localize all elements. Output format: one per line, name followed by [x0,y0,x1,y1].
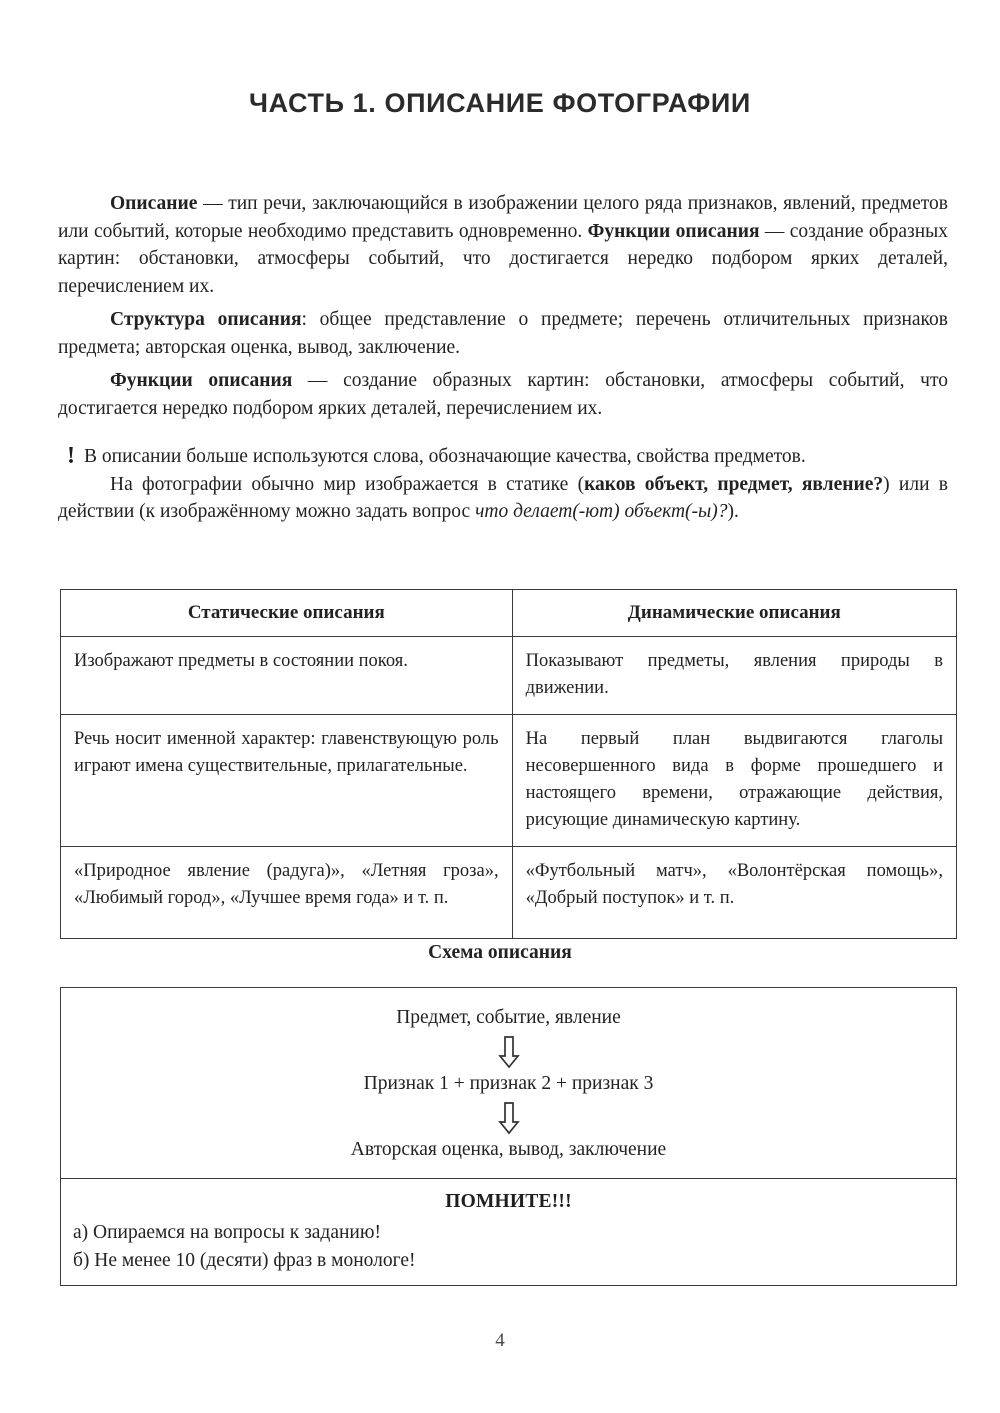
remember-item: а) Опираемся на вопросы к заданию! [73,1222,381,1243]
scheme-step-2: Признак 1 + признак 2 + признак 3 [363,1073,654,1094]
term-opisanie: Описание [110,193,198,214]
table-header-row [61,590,957,637]
term-funkcii-opisaniya-2: Функции описания [110,370,293,391]
term-funkcii-opisaniya: Функции описания [587,220,760,242]
table-cell-static-2: Речь носит именной характер: главенствующую роль играют имена существительные, прилагательные. [61,715,513,847]
table-cell-static-3: «Природное явление (радуга)», «Летняя гроза», «Любимый город», «Лучшее время года» и т. п. [61,847,513,939]
table-cell-dynamic-3: «Футбольный матч», «Волонтёрская помощь», «Добрый поступок» и т. п. [512,847,956,939]
paragraph-4-italic: что делает(-ют) объект(-ы)? [475,501,728,522]
scheme-step-3: Авторская оценка, вывод, заключение [350,1139,667,1160]
paragraph-2-text: : общее представление о предмете; перечень отличительных признаков предмета; авторская оценка, вывод, заключение. [58,309,948,358]
table-cell-static-1: Изображают предметы в состоянии покоя. [61,637,513,715]
paragraph-4-bold: каков объект, предмет, явление? [584,473,884,495]
paragraph-structure [58,306,948,361]
table-row [61,637,957,715]
paragraph-functions [58,367,948,422]
paragraph-4-text-a: На фотографии обычно мир изображается в статике ( [110,473,585,495]
exclamation-icon: ! [67,443,75,469]
remember-box [60,1171,957,1286]
paragraph-3-text: — создание образных картин: обстановки, атмосферы событий, что достигается нередко подбором ярких деталей, перечислением их. [58,370,949,419]
paragraph-4-text-c: ). [727,501,739,522]
page-title: ЧАСТЬ 1. ОПИСАНИЕ ФОТОГРАФИИ [249,88,751,118]
callout-note [58,443,948,471]
down-arrow-icon [61,1101,956,1135]
comparison-table-wrapper [60,589,957,939]
down-arrow-icon [61,1035,956,1069]
remember-item: б) Не менее 10 (десяти) фраз в монологе! [73,1250,416,1271]
paragraph-1-text-b: — создание образных картин: обстановки, атмосферы событий, что достигается нередко подбором ярких деталей, перечислением их. [58,220,948,297]
paragraph-4-text-b: ) или в действии (к изображённому можно задать вопрос [58,473,949,522]
table-cell-dynamic-2: На первый план выдвигаются глаголы несовершенного вида в форме прошедшего и настоящего времени, отражающие действия, рисующие динамическую картину. [512,715,956,847]
page-number: 4 [495,1330,505,1351]
term-struktura-opisaniya: Структура описания [110,309,302,330]
table-row [61,847,957,939]
remember-title: ПОМНИТЕ!!! [445,1191,572,1212]
scheme-box [60,987,957,1179]
table-header-static: Статические описания [61,590,513,637]
paragraph-1-text-a: — тип речи, заключающийся в изображении целого ряда признаков, явлений, предметов или событий, которые необходимо представить одновременно. [58,193,948,242]
scheme-step-1: Предмет, событие, явление [396,1007,621,1028]
body-content [58,190,948,526]
paragraph-description-definition [58,190,948,300]
scheme-title: Схема описания [428,942,572,963]
table-header-dynamic: Динамические описания [512,590,956,637]
comparison-table [60,589,957,939]
callout-note-text: В описании больше используются слова, обозначающие качества, свойства предметов. [84,446,806,467]
table-cell-dynamic-1: Показывают предметы, явления природы в движении. [512,637,956,715]
paragraph-static-dynamic-intro [58,471,948,526]
table-row [61,715,957,847]
